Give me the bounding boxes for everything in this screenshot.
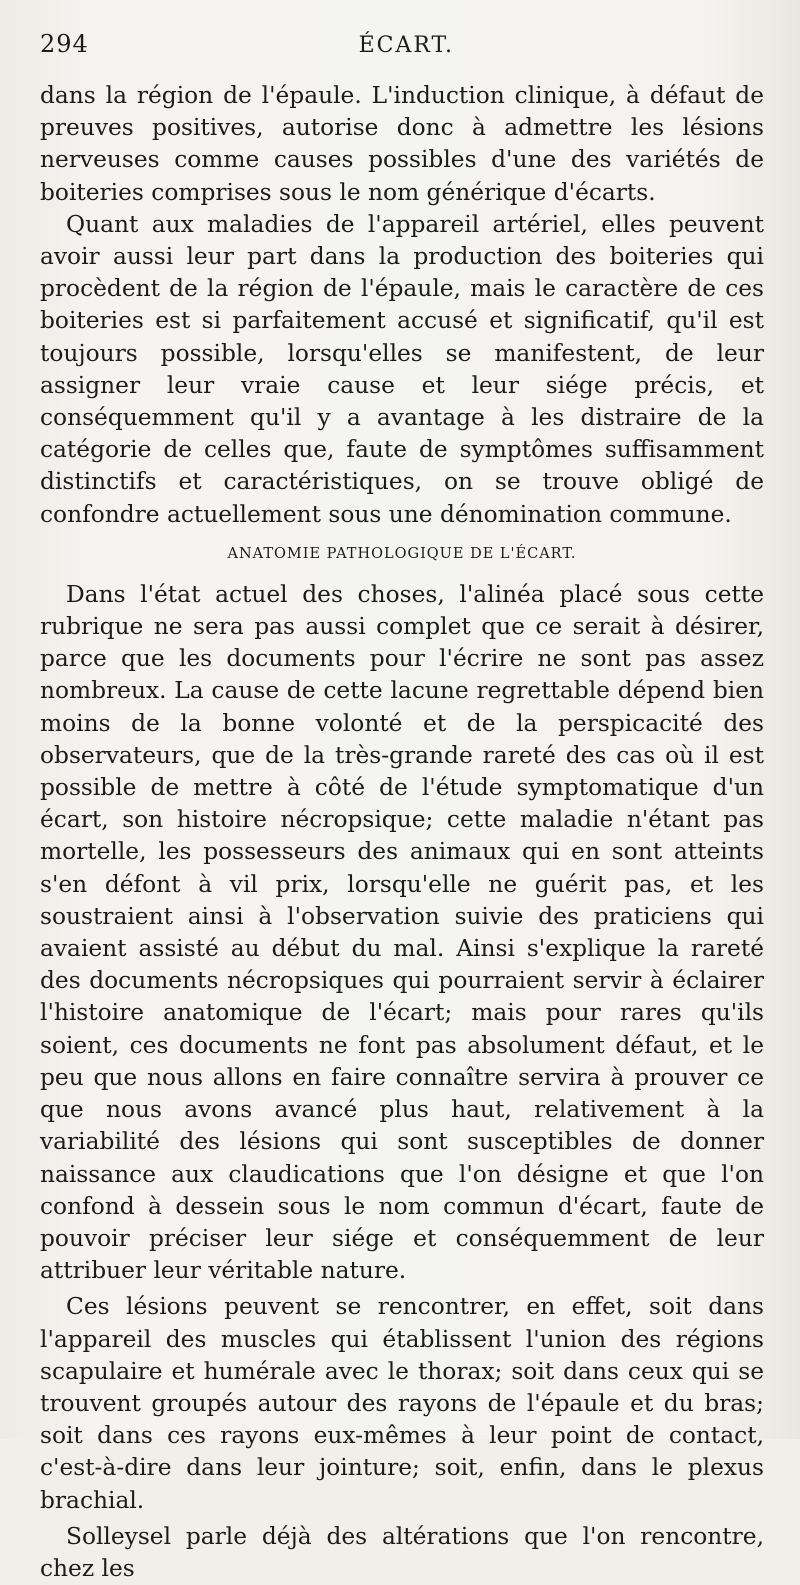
paragraph: Dans l'état actuel des choses, l'alinéa placé sous cette rubrique ne sera pas aussi complet que ce serait à désirer, parce que les documents pour l'écrire ne sont pas assez nombreux. La cause de cette lacune regrettable dépend bien moins de la bonne volonté et de la perspicacité des observateurs, que de la très-grande rareté des cas où il est possible de mettre à côté de l'étude symptomatique d'un écart, son histoire nécropsique; cette maladie n'étant pas mortelle, les possesseurs des animaux qui en sont atteints s'en défont à vil prix, lorsqu'elle ne guérit pas, et les soustraient ainsi à l'observation suivie des praticiens qui avaient assisté au début du mal. Ainsi s'explique la rareté des documents nécropsiques qui pourraient servir à éclairer l'histoire anatomique de l'écart; mais pour rares qu'ils soient, ces documents ne font pas absolument défaut, et le peu que nous allons en faire connaître servira à prouver ce que nous avons avancé plus haut, relativement à la variabilité des lésions qui sont susceptibles de donner naissance aux claudications que l'on désigne et que l'on confond à dessein sous le nom commun d'écart, faute de pouvoir préciser leur siége et conséquemment de leur attribuer leur véritable nature. — [40, 580, 764, 1285]
body-text — [40, 80, 764, 1585]
running-head — [40, 30, 764, 80]
paragraph: Quant aux maladies de l'appareil artériel, elles peuvent avoir aussi leur part dans la production des boiteries qui procèdent de la région de l'épaule, mais le caractère de ces boiteries est si parfaitement accusé et significatif, qu'il est toujours possible, lorsqu'elles se manifestent, de leur assigner leur vraie cause et leur siége précis, et conséquemment qu'il y a avantage à les distraire de la catégorie de celles que, faute de symptômes suffisamment distinctifs et caractéristiques, on se trouve obligé de confondre actuellement sous une dénomination commune. — [40, 210, 764, 528]
running-title: ÉCART. — [358, 33, 454, 58]
paragraph: Solleysel parle déjà des altérations que l'on rencontre, chez les — [40, 1522, 764, 1582]
page-number: 294 — [40, 30, 89, 58]
section-heading: ANATOMIE PATHOLOGIQUE DE L'ÉCART. — [227, 545, 577, 562]
paragraph-continued: dans la région de l'épaule. L'induction clinique, à défaut de preuves positives, autorise donc à admettre les lésions nerveuses comme causes possibles d'une des variétés de boiteries comprises sous le nom générique d'écarts. — [40, 82, 764, 206]
paragraph: Ces lésions peuvent se rencontrer, en effet, soit dans l'appareil des muscles qui établissent l'union des régions scapulaire et humérale avec le thorax; soit dans ceux qui se trouvent groupés autour des rayons de l'épaule et du bras; soit dans ces rayons eux-mêmes à leur point de contact, c'est-à-dire dans leur jointure; soit, enfin, dans le plexus brachial. — [40, 1293, 764, 1514]
